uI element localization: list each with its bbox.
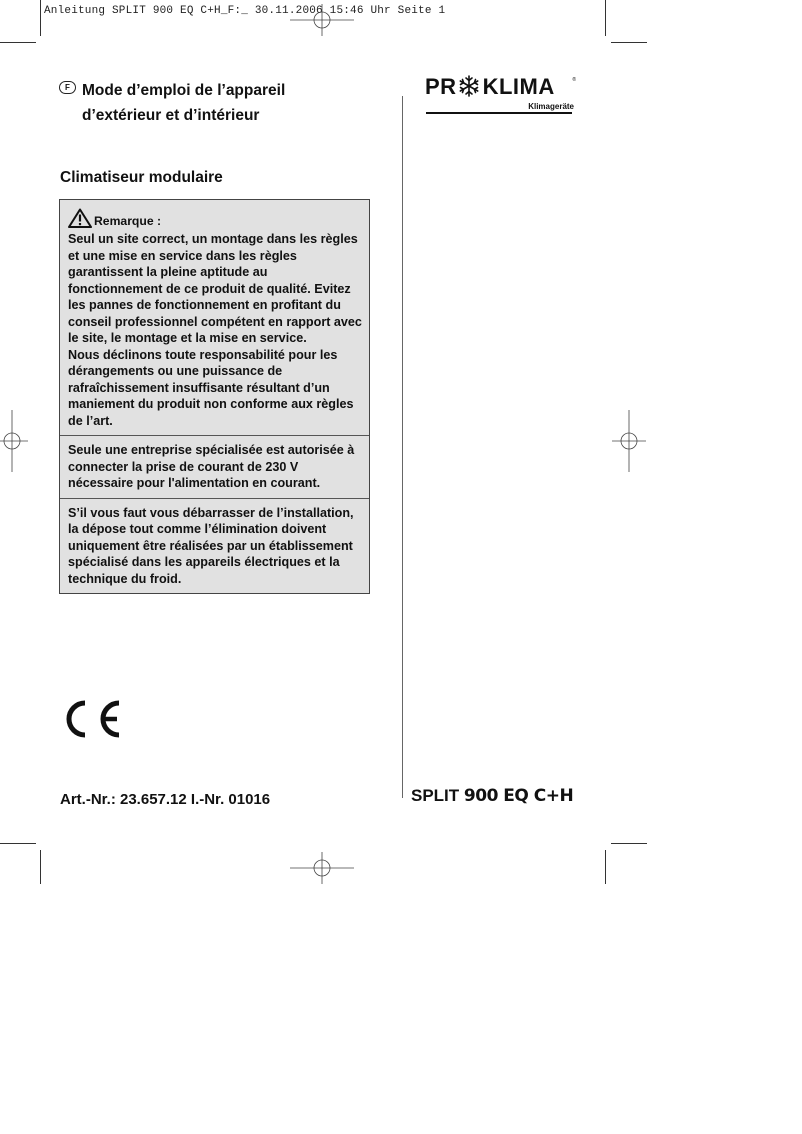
notice-box [59,199,370,594]
notice-paragraph: S’il vous faut vous débarrasser de l’installation, la dépose tout comme l’élimination doivent uniquement être réalisées par un établissement spécialisé dans les appareils électriques et la technique du froid. [68,505,354,586]
model-code: 900 EQ C+H [463,786,574,806]
registration-mark-icon [290,852,354,884]
logo-text-right: KLIMA [482,74,555,99]
snowflake-icon [458,75,480,97]
logo-underline [426,112,572,114]
crop-mark [605,850,606,884]
crop-mark [605,0,606,36]
crop-mark [611,843,647,844]
column-divider [402,96,403,798]
title-line: Mode d’emploi de l’appareil [82,82,286,99]
notice-paragraph: Seul un site correct, un montage dans les règles et une mise en service dans les règles garantissent la pleine aptitude au fonctionnement de ce produit de qualité. Evitez les pannes de fonctionnement en profitant du conseil professionnel compétent en rapport avec le site, le montage et la mise en service. [68,232,362,345]
product-subtitle: Climatiseur modulaire [60,169,223,186]
model-prefix: SPLIT [411,786,464,805]
model-name [411,786,573,806]
registration-mark-icon [290,4,354,36]
notice-paragraph: Seule une entreprise spécialisée est autorisée à connecter la prise de courant de 230 V nécessaire pour l'alimentation en courant. [68,443,355,490]
warning-triangle-icon [68,208,92,228]
crop-mark [611,42,647,43]
registration-mark-icon [0,410,28,472]
notice-section-disposal [60,499,369,594]
title-line: d’extérieur et d’intérieur [82,107,260,124]
notice-paragraph: Nous déclinons toute responsabilité pour les dérangements ou une puissance de rafraîchissement insuffisante résultant d’un maniement du produit non conforme aux règles de l’art. [68,347,354,428]
ce-mark-icon [60,697,124,741]
crop-mark [0,42,36,43]
logo-text-left: PR [425,74,457,99]
registration-mark-icon [612,410,646,472]
article-number: Art.-Nr.: 23.657.12 I.-Nr. 01016 [60,791,271,808]
crop-mark [40,0,41,36]
crop-mark [40,850,41,884]
notice-section-electrical [60,436,369,499]
notice-heading [68,208,363,228]
print-header: Anleitung SPLIT 900 EQ C+H_F:_ 30.11.2006 15:46 Uhr Seite 1 [44,5,446,17]
notice-heading-label: Remarque : [94,214,162,228]
page-title [82,78,285,128]
brand-logo [425,74,575,118]
crop-mark [0,843,36,844]
logo-tagline: Klimageräte [528,102,574,111]
logo-trademark: ® [572,77,576,83]
notice-section-remark [60,200,369,436]
language-badge: F [59,81,76,94]
